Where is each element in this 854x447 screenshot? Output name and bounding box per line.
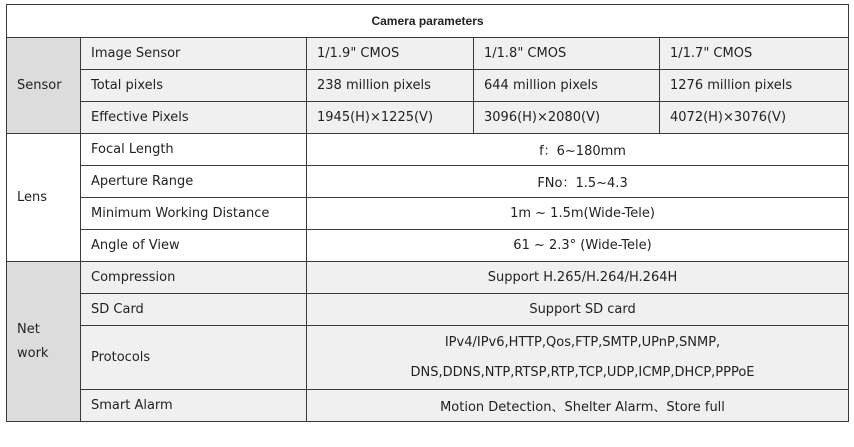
- row-label: Image Sensor: [81, 38, 307, 70]
- cell-value: 1m ~ 1.5m(Wide-Tele): [307, 198, 849, 230]
- cell-value: 61 ~ 2.3° (Wide-Tele): [307, 230, 849, 262]
- table-row: [7, 38, 849, 70]
- table-row: [7, 166, 849, 198]
- cell-value: 1/1.9" CMOS: [307, 38, 474, 70]
- cell-value: 1/1.8" CMOS: [474, 38, 660, 70]
- cell-value: Support H.265/H.264/H.264H: [307, 262, 849, 294]
- cell-value: 238 million pixels: [307, 70, 474, 102]
- table-row: [7, 326, 849, 390]
- group-label-network-line2: work: [17, 345, 49, 361]
- cell-value: Support SD card: [307, 294, 849, 326]
- table-row: [7, 262, 849, 294]
- row-label: Aperture Range: [81, 166, 307, 198]
- table-row: [7, 102, 849, 134]
- table-row: [7, 70, 849, 102]
- spec-sheet: [6, 4, 848, 422]
- cell-value: Motion Detection、Shelter Alarm、Store full: [307, 390, 849, 422]
- row-label: Compression: [81, 262, 307, 294]
- row-label: Focal Length: [81, 134, 307, 166]
- cell-value: 1945(H)×1225(V): [307, 102, 474, 134]
- group-label-sensor: Sensor: [7, 38, 81, 134]
- table-row: [7, 230, 849, 262]
- row-label: Total pixels: [81, 70, 307, 102]
- row-label: Protocols: [81, 326, 307, 390]
- cell-value: f：6~180mm: [307, 134, 849, 166]
- camera-parameters-table: [6, 4, 849, 422]
- row-label: Minimum Working Distance: [81, 198, 307, 230]
- table-title: Camera parameters: [7, 5, 849, 38]
- row-label: Smart Alarm: [81, 390, 307, 422]
- table-row: [7, 294, 849, 326]
- row-label: SD Card: [81, 294, 307, 326]
- row-label: Effective Pixels: [81, 102, 307, 134]
- group-label-network: [7, 262, 81, 422]
- protocols-line2: DNS,DDNS,NTP,RTSP,RTP,TCP,UDP,ICMP,DHCP,PPPoE: [410, 364, 755, 380]
- table-row: [7, 134, 849, 166]
- cell-value: 644 million pixels: [474, 70, 660, 102]
- group-label-network-line1: Net: [17, 321, 40, 337]
- table-row: [7, 198, 849, 230]
- table-row: [7, 390, 849, 422]
- cell-value: 4072(H)×3076(V): [660, 102, 849, 134]
- cell-value: [307, 326, 849, 390]
- cell-value: 3096(H)×2080(V): [474, 102, 660, 134]
- group-label-lens: Lens: [7, 134, 81, 262]
- cell-value: 1/1.7" CMOS: [660, 38, 849, 70]
- row-label: Angle of View: [81, 230, 307, 262]
- cell-value: 1276 million pixels: [660, 70, 849, 102]
- protocols-line1: IPv4/IPv6,HTTP,Qos,FTP,SMTP,UPnP,SNMP,: [444, 334, 721, 350]
- cell-value: FNo：1.5~4.3: [307, 166, 849, 198]
